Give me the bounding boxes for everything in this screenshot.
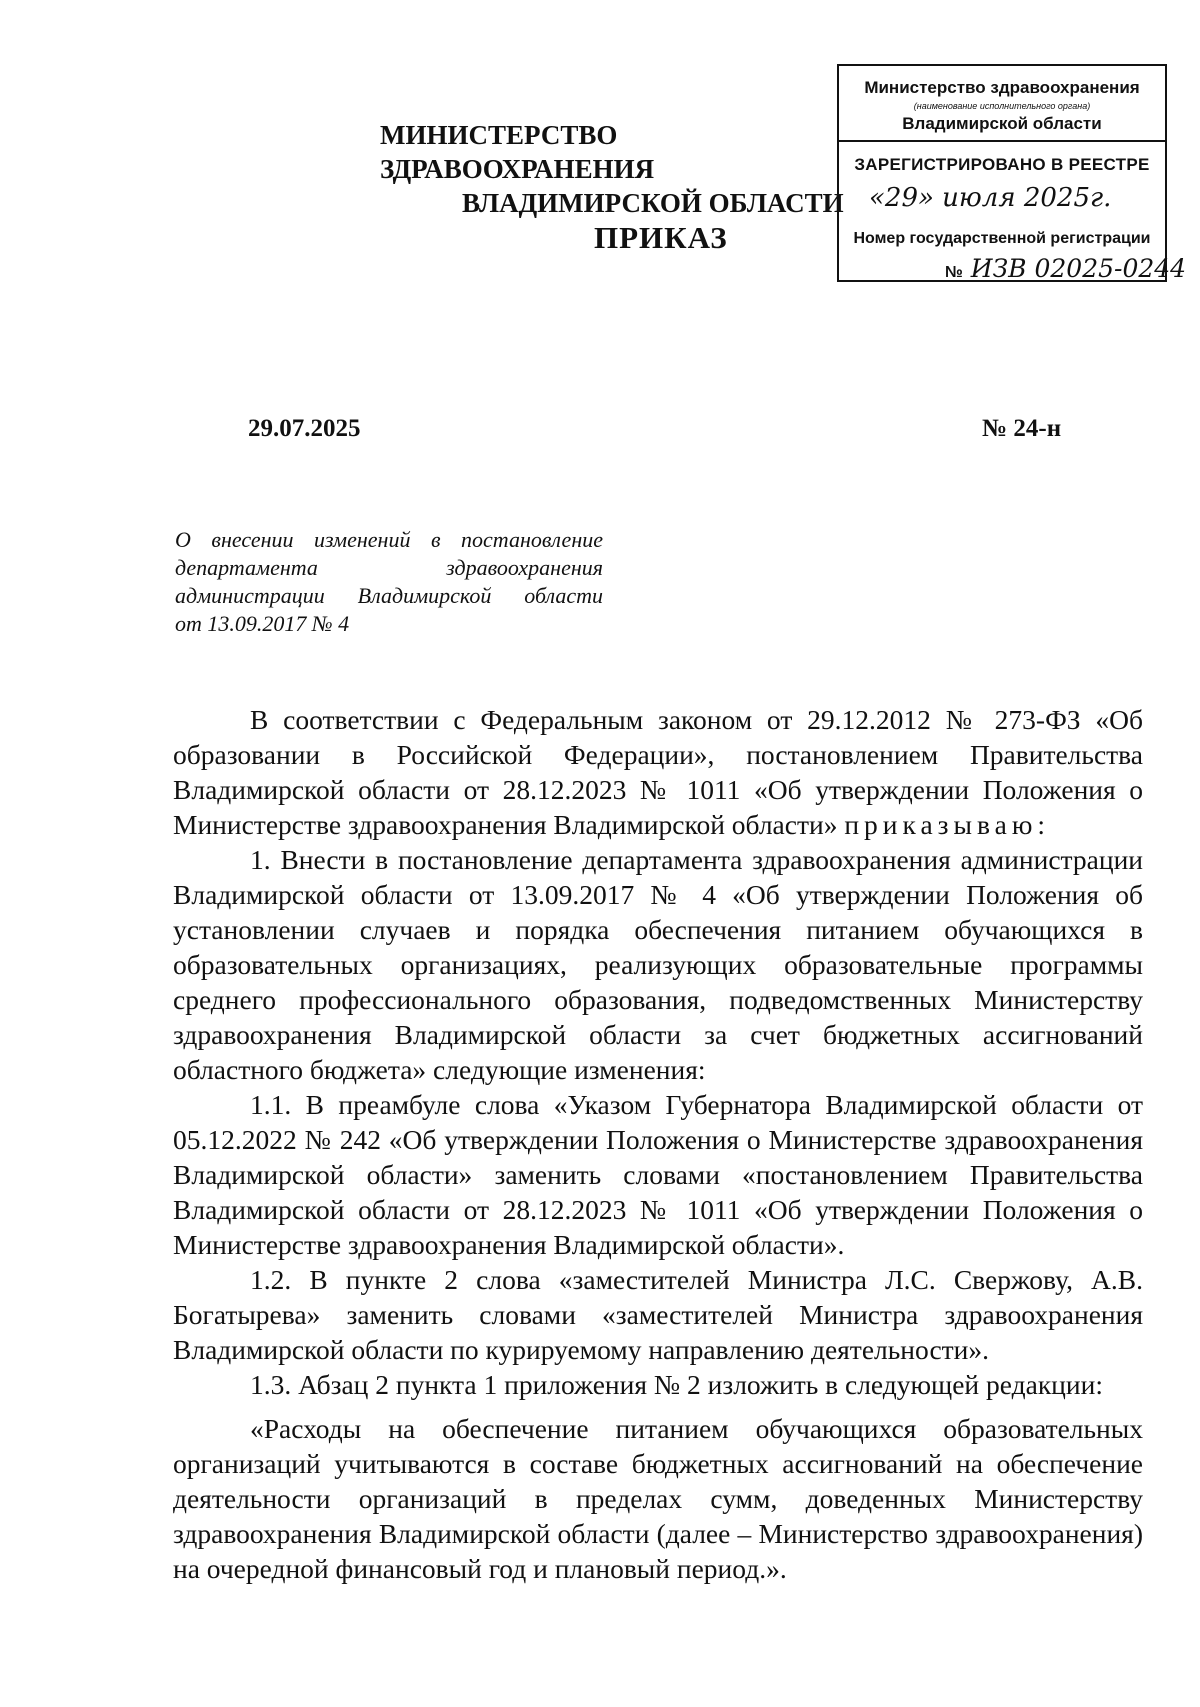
document-body <box>173 702 1143 1586</box>
subject-line: администрации Владимирской области <box>175 583 603 608</box>
body-paragraph-1-2: 1.2. В пункте 2 слова «заместителей Министра Л.С. Свержову, А.В. Богатырева» заменить словами «заместителей Министра здравоохранения Владимирской области по курируемому направлению деятельности». <box>173 1264 1143 1365</box>
document-type-title: ПРИКАЗ <box>594 220 728 255</box>
ministry-name-line2: ВЛАДИМИРСКОЙ ОБЛАСТИ <box>462 188 844 218</box>
stamp-registered-label: ЗАРЕГИСТРИРОВАНО В РЕЕСТРЕ <box>854 155 1150 174</box>
stamp-org-line2: Владимирской области <box>902 114 1102 133</box>
preamble-text: В соответствии с Федеральным законом от 29.12.2012 № 273-ФЗ «Об образовании в Российской Федерации», постановлением Правительства Владимирской области от 28.12.2023 № 1011 «Об утверждении Положения о Министерстве здравоохранения Владимирской области» <box>173 704 1143 840</box>
document-number: № 24-н <box>982 415 1062 442</box>
stamp-divider <box>839 140 1165 142</box>
subject-line: департамента здравоохранения <box>175 555 603 580</box>
subject-line: от 13.09.2017 № 4 <box>175 611 350 636</box>
stamp-org-line1: Министерство здравоохранения <box>864 78 1140 97</box>
stamp-number-sign: № <box>945 264 963 281</box>
stamp-reg-number <box>945 254 1186 283</box>
body-paragraph-preamble <box>173 702 1143 842</box>
body-paragraph-1: 1. Внести в постановление департамента здравоохранения администрации Владимирской области от 13.09.2017 № 4 «Об утверждении Положения об установлении случаев и порядка обеспечения питанием обучающихся в образовательных организациях, реализующих образовательные программы среднего профессионального образования, подведомственных Министерству здравоохранения Владимирской области за счет бюджетных ассигнований областного бюджета» следующие изменения: <box>173 844 1143 1085</box>
stamp-handwritten-date: «29» июля 2025г. <box>869 183 1112 213</box>
stamp-subcaption: (наименование исполнительного органа) <box>913 101 1091 111</box>
order-word: приказываю: <box>844 809 1051 840</box>
body-paragraph-1-1: 1.1. В преамбуле слова «Указом Губернатора Владимирской области от 05.12.2022 № 242 «Об утверждении Положения о Министерстве здравоохранения Владимирской области» заменить словами «постановлением Правительства Владимирской области от 28.12.2023 № 1011 «Об утверждении Положения о Министерстве здравоохранения Владимирской области». <box>173 1089 1143 1260</box>
document-date: 29.07.2025 <box>248 415 361 442</box>
ministry-name-line1: МИНИСТЕРСТВО ЗДРАВООХРАНЕНИЯ <box>380 120 655 184</box>
registration-stamp <box>837 64 1187 283</box>
stamp-reg-number-label: Номер государственной регистрации <box>853 230 1151 247</box>
document-subject <box>175 526 603 638</box>
ministry-heading <box>380 118 880 220</box>
stamp-handwritten-number: ИЗВ 02025-0244 <box>970 254 1187 283</box>
subject-line: О внесении изменений в постановление <box>175 527 603 552</box>
body-paragraph-1-3: 1.3. Абзац 2 пункта 1 приложения № 2 изложить в следующей редакции: <box>250 1369 1103 1400</box>
body-paragraph-quoted-text: «Расходы на обеспечение питанием обучающихся образовательных организаций учитываются в составе бюджетных ассигнований на обеспечение деятельности организаций в пределах сумм, доведенных Министерству здравоохранения Владимирской области (далее – Министерство здравоохранения) на очередной финансовый год и плановый период.». <box>173 1413 1143 1584</box>
